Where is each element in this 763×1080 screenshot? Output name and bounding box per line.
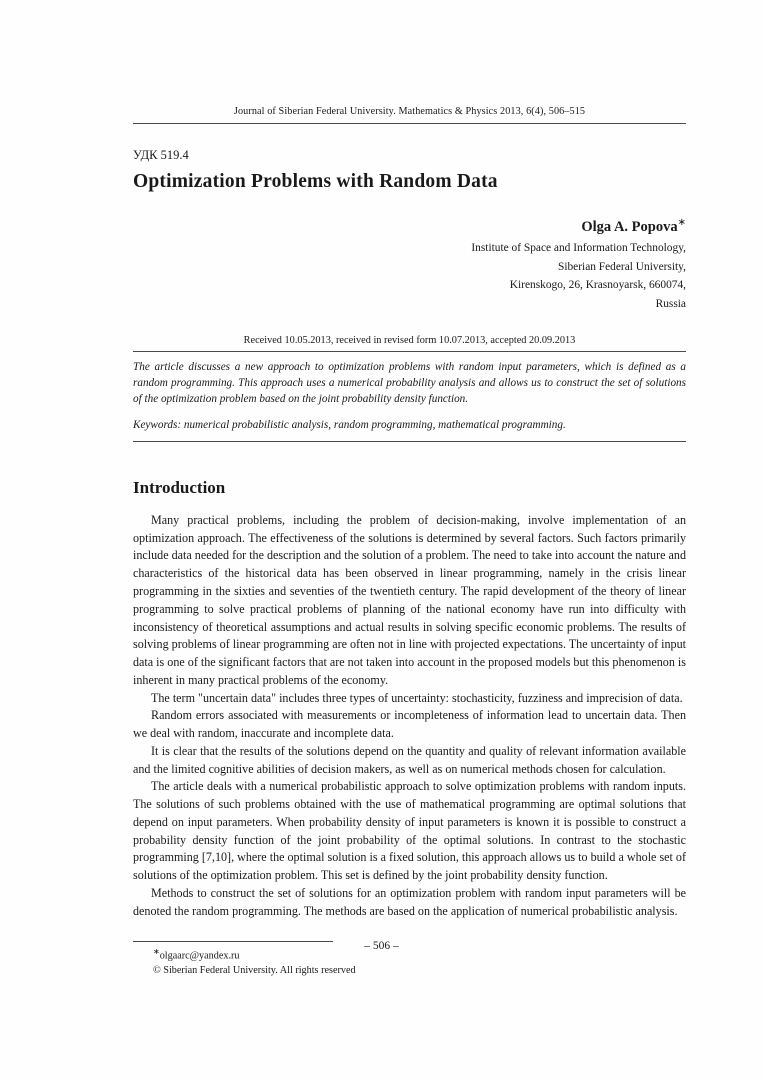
keywords: Keywords: numerical probabilistic analysis, random programming, mathematical programming. (133, 418, 686, 442)
footnote-star-marker: ∗ (153, 946, 160, 956)
footnote-email-text: olgaarc@yandex.ru (159, 949, 240, 961)
author-name-text: Olga A. Popova (581, 218, 678, 235)
page-number: – 506 – (364, 940, 399, 952)
author-name (133, 215, 686, 239)
paragraph-1: Many practical problems, including the problem of decision-making, involve implementation of an optimization approach. The effectiveness of the solutions is determined by several factors. Such factors primarily include data needed for the description and the solution of a problem. The need to take into account the nature and characteristics of the historical data has been observed in linear programming, namely in the crisis linear programming in the sixties and seventies of the twentieth century. The rapid development of the theory of linear programming to solve practical problems of planning of the national economy have run into difficulty with inconsistency of theoretical assumptions and actual results in solving specific economic problems. The results of solving problems of linear programming are often not in line with projected expectations. The uncertainty of input data is one of the significant factors that are not taken into account in the proposed models but this phenomenon is inherent in many practical problems of the economy. (133, 512, 686, 687)
paragraph-5: The article deals with a numerical probabilistic approach to solve optimization problems with random inputs. The solutions of such problems obtained with the use of mathematical programming are optimal solutions that depend on input parameters. When probability density of input parameters is known it is possible to construct a probability density function of the joint probability of the optimal solutions. In contrast to the stochastic programming [7,10], where the optimal solution is a fixed solution, this approach allows us to build a whole set of solutions of the optimization problem. This set is defined by the joint probability density function. (133, 779, 686, 883)
journal-header: Journal of Siberian Federal University. Mathematics & Physics 2013, 6(4), 506–515 (133, 106, 686, 124)
abstract: The article discusses a new approach to optimization problems with random input parameters, which is defined as a random programming. This approach uses a numerical probability analysis and allows us to construct the set of solutions of the optimization problem based on the joint probability density function. (133, 361, 686, 405)
received-dates: Received 10.05.2013, received in revised form 10.07.2013, accepted 20.09.2013 (133, 335, 686, 352)
section-heading-introduction: Introduction (133, 477, 226, 497)
paragraph-3: Random errors associated with measurements or incompleteness of information lead to uncertain data. Then we deal with random, inaccurate and incomplete data. (133, 708, 686, 741)
paragraph-4: It is clear that the results of the solutions depend on the quantity and quality of relevant information available and the limited cognitive abilities of decision makers, as well as on numerical methods chosen for calculation. (133, 743, 686, 776)
section-body (133, 512, 686, 921)
author-footnote-marker: ∗ (677, 217, 686, 228)
page-title: Optimization Problems with Random Data (133, 171, 498, 192)
affiliation-line-3: Kirenskogo, 26, Krasnoyarsk, 660074, (509, 279, 686, 292)
paragraph-6: Methods to construct the set of solutions for an optimization problem with random input parameters will be denoted the random programming. The methods are based on the application of numerical probabilistic analysis. (133, 886, 686, 918)
page-content (133, 106, 686, 979)
author-block (133, 215, 686, 313)
paragraph-2: The term "uncertain data" includes three types of uncertainty: stochasticity, fuzziness and imprecision of data. (151, 690, 683, 705)
affiliation-line-2: Siberian Federal University, (557, 260, 686, 273)
udk-code: УДК 519.4 (133, 148, 189, 162)
affiliation-line-4: Russia (655, 297, 686, 310)
footnote-copyright: © Siberian Federal University. All rights reserved (153, 965, 356, 977)
affiliation-line-1: Institute of Space and Information Technology, (471, 242, 686, 255)
